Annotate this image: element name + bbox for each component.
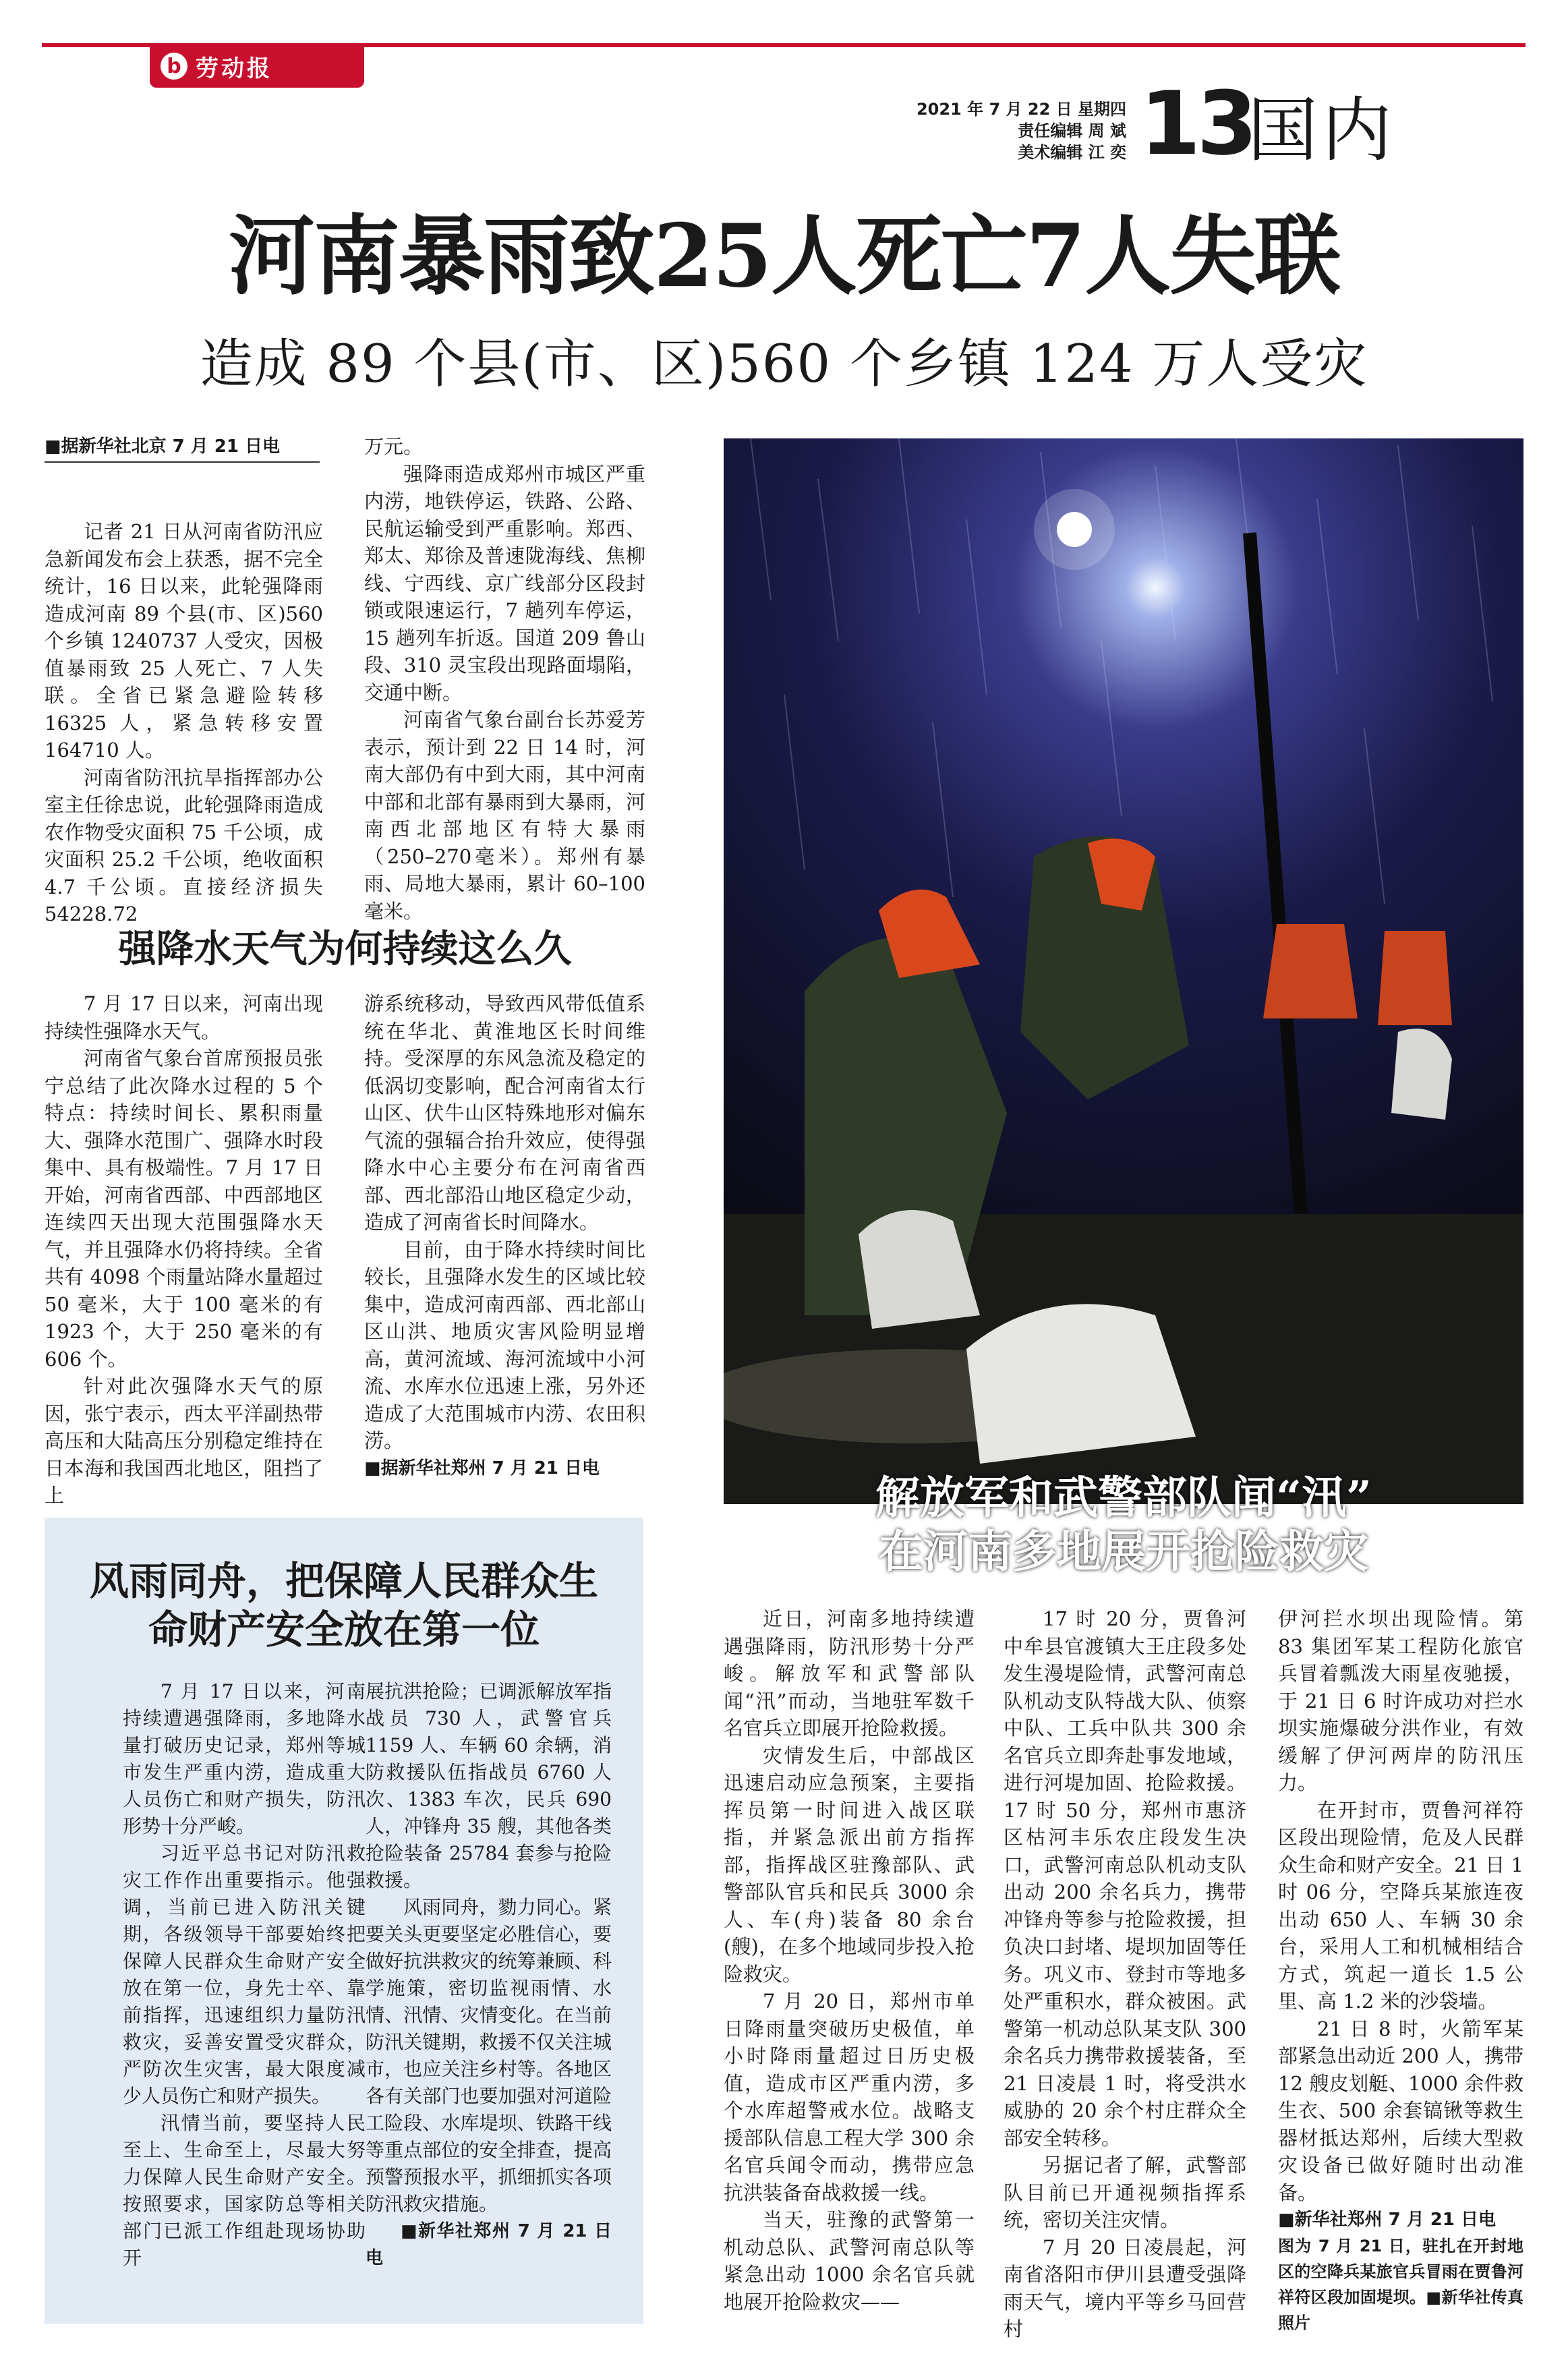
- page-subheadline: 造成 89 个县(市、区)560 个乡镇 124 万人受灾: [200, 334, 1368, 395]
- main-story-col1: [45, 518, 323, 928]
- divider: [45, 461, 320, 463]
- art-editor-credit: 美术编辑 江 奕: [1018, 143, 1126, 162]
- paragraph: 近日，河南多地持续遭遇强降雨，防汛形势十分严峻。解放军和武警部队闻“汛”而动，当地驻军数千名官兵立即展开抢险救援。: [724, 1607, 975, 1740]
- weather-byline: ■据新华社郑州 7 月 21 日电: [364, 1458, 600, 1478]
- main-story-col2: [364, 433, 645, 925]
- paragraph: 万元。: [364, 435, 424, 458]
- paragraph: 河南省气象台副台长苏爱芳表示，预计到 22 日 14 时，河南大部仍有中到大雨，其中河南中部和北部有暴雨到大暴雨，河南西北部地区有特大暴雨（250–270毫米）。郑州有暴雨、局地大暴雨，累计 60–100 毫米。: [364, 708, 645, 923]
- paragraph: 伊河拦水坝出现险情。第 83 集团军某工程防化旅官兵冒着瓢泼大雨星夜驰援，于 21 日 6 时许成功对拦水坝实施爆破分洪作业，有效缓解了伊河两岸的防汛压力。: [1278, 1607, 1523, 1794]
- paragraph: 当天，驻豫的武警第一机动总队、武警河南总队等紧急出动 1000 余名官兵就地展开抢险救灾——: [724, 2208, 975, 2314]
- paragraph: 目前，由于降水持续时间比较长，且强降水发生的区域比较集中，造成河南西部、西北部山区山洪、地质灾害风险明显增高，黄河流域、海河流域中小河流、水库水位迅速上涨，另外还造成了大范围城市内涝、农田积涝。: [364, 1238, 645, 1452]
- section-title: 国内: [1248, 89, 1397, 171]
- rescue-title-line1: 解放军和武警部队闻“汛”: [875, 1471, 1372, 1524]
- weather-story-title: 强降水天气为何持续这么久: [118, 927, 572, 971]
- paragraph: 17 时 20 分，贾鲁河中牟县官渡镇大王庄段多处发生漫堤险情，武警河南总队机动支队特战大队、侦察中队、工兵中队共 300 余名官兵立即奔赴事发地域，进行河堤加固、抢险救援。17 时 50 分，郑州市惠济区枯河丰乐农庄段发生决口，武警河南总队机动支队出动 200 余名兵力，携带冲锋舟等参与抢险救援，担负决口封堵、堤坝加固等任务。巩义市、登封市等地多处严重积水，群众被困。武警第一机动总队某支队 300 余名兵力携带救援装备，至 21 日凌晨 1 时，将受洪水威胁的 20 余个村庄群众全部安全转移。: [1004, 1607, 1246, 2150]
- paragraph: 21 日 8 时，火箭军某部紧急出动近 200 人，携带 12 艘皮划艇、1000 余件救生衣、500 余套镐锹等救生器材抵达郑州，后续大型救灾设备已做好随时出动准备。: [1278, 2017, 1523, 2204]
- commentary-col1: [123, 1678, 366, 2272]
- rescue-title-line2: 在河南多地展开抢险救灾: [879, 1525, 1368, 1578]
- rescue-photo[interactable]: [724, 438, 1523, 1504]
- paragraph: 风雨同舟，勠力同心。紧要关头更要坚定必胜信心，要做好抗洪救灾的统筹兼顾、科学施策，密切监视雨情、水情、汛情、灾情变化。在当前防汛关键期，救援不仅关注城市，也应关注乡村等。各地区各有关部门也要加强对河道险工险段、水库堤坝、铁路干线等重点部位的安全排查，提高预警预报水平，抓细抓实各项防汛救灾措施。: [366, 1896, 612, 2215]
- paragraph: 游系统移动，导致西风带低值系统在华北、黄淮地区长时间维持。受深厚的东风急流及稳定的低涡切变影响，配合河南省太行山区、伏牛山区特殊地形对偏东气流的强辐合抬升效应，使得强降水中心主要分布在河南省西部、西北部沿山地区稳定少动，造成了河南省长时间降水。: [364, 992, 645, 1234]
- page-number: 13: [1140, 72, 1254, 175]
- issue-date: 2021 年 7 月 22 日 星期四: [916, 100, 1126, 119]
- paragraph: 7 月 20 日凌晨起，河南省洛阳市伊川县遭受强降雨天气，境内平等乡马回营村: [1004, 2235, 1246, 2340]
- paragraph: 在开封市，贾鲁河祥符区段出现险情，危及人民群众生命和财产安全。21 日 1 时 06 分，空降兵某旅连夜出动 650 人、车辆 30 余台，采用人工和机械相结合方式，筑起一道长 1.5 公里、高 1.2 米的沙袋墙。: [1278, 1798, 1523, 2013]
- paragraph: 记者 21 日从河南省防汛应急新闻发布会上获悉，据不完全统计，16 日以来，此轮强降雨造成河南 89 个县(市、区)560 个乡镇 1240737 人受灾，因极值暴雨致 25 人死亡、7 人失联。全省已紧急避险转移 16325 人，紧急转移安置 164710 人。: [45, 520, 323, 762]
- commentary-byline: ■新华社郑州 7 月 21 日电: [366, 2221, 612, 2268]
- rescue-photo-illustration: [724, 438, 1523, 1504]
- editor-credit: 责任编辑 周 斌: [1018, 121, 1126, 140]
- rescue-photo-title: [724, 1470, 1523, 1578]
- paragraph: 习近平总书记对防汛救灾工作作出重要指示。他强调，当前已进入防汛关键期，各级领导干部要始终把保障人民群众生命财产安全放在第一位，身先士卒、靠前指挥，迅速组织力量防汛救灾，妥善安置受灾群众，严防次生灾害，最大限度减少人员伤亡和财产损失。: [123, 1842, 366, 2107]
- rescue-story-col1: [724, 1605, 975, 2316]
- commentary-title: [45, 1557, 643, 1654]
- commentary-title-line2: 命财产安全放在第一位: [148, 1607, 540, 1653]
- paragraph: 强降雨造成郑州市城区严重内涝，地铁停运，铁路、公路、民航运输受到严重影响。郑西、郑太、郑徐及普速陇海线、焦柳线、宁西线、京广线部分区段封锁或限速运行，7 趟列车停运，15 趟列车折返。国道 209 鲁山段、310 灵宝段出现路面塌陷，交通中断。: [364, 462, 645, 704]
- paragraph: 灾情发生后，中部战区迅速启动应急预案，主要指挥员第一时间进入战区联指，并紧急派出前方指挥部，指挥战区驻豫部队、武警部队官兵和民兵 3000 余人、车(舟)装备 80 余台(艘)，在多个地域同步投入抢险救灾。: [724, 1744, 975, 1986]
- paragraph: 汛情当前，要坚持人民至上、生命至上，尽最大努力保障人民生命财产安全。按照要求，国家防总等相关部门已派工作组赴现场协助开: [123, 2112, 366, 2269]
- weather-story-col1: [45, 990, 323, 1510]
- paragraph: 河南省防汛抗旱指挥部办公室主任徐忠说，此轮强降雨造成农作物受灾面积 75 千公顷，成灾面积 25.2 千公顷，绝收面积 4.7 千公顷。直接经济损失 54228.72: [45, 766, 323, 925]
- paragraph: 另据记者了解，武警部队目前已开通视频指挥系统，密切关注灾情。: [1004, 2154, 1246, 2231]
- paragraph: 河南省气象台首席预报员张宁总结了此次降水过程的 5 个特点：持续时间长、累积雨量大、强降水范围广、强降水时段集中、具有极端性。7 月 17 日开始，河南省西部、中西部地区连续四天出现大范围强降水天气，并且强降水仍将持续。全省共有 4098 个雨量站降水量超过 50 毫米，大于 100 毫米的有 1923 个，大于 250 毫米的有 606 个。: [45, 1047, 323, 1371]
- paragraph: 针对此次强降水天气的原因，张宁表示，西太平洋副热带高压和大陆高压分别稳定维持在日本海和我国西北地区，阻挡了上: [45, 1375, 323, 1507]
- rescue-story-col2: [1004, 1605, 1246, 2343]
- paragraph: 7 月 17 日以来，河南出现持续性强降水天气。: [45, 992, 323, 1043]
- commentary-box: [45, 1518, 643, 2324]
- paragraph: 展抗洪抢险；已调派解放军指战员 730 人，武警官兵 1159 人、车辆 60 余辆，消防救援队伍指战员 6760 人次、1383 车次，民兵 690 人，冲锋舟 35 艘，其他各类抢险装备 25784 套参与抢险救援。: [366, 1680, 612, 1891]
- commentary-col2: [366, 1678, 612, 2272]
- rescue-byline: ■新华社郑州 7 月 21 日电: [1278, 2210, 1497, 2230]
- logo-text: 劳动报: [196, 55, 272, 82]
- photo-caption: 图为 7 月 21 日，驻扎在开封地区的空降兵某旅官兵冒雨在贾鲁河祥符区段加固堤坝。■新华社传真照片: [1278, 2237, 1523, 2332]
- paragraph: 7 月 20 日，郑州市单日降雨量突破历史极值，单小时降雨量超过日历史极值，造成市区严重内涝，多个水库超警戒水位。战略支援部队信息工程大学 300 余名官兵闻令而动，携带应急抗洪装备奋战救援一线。: [724, 1990, 975, 2204]
- newspaper-logo[interactable]: [150, 45, 364, 88]
- commentary-title-line1: 风雨同舟，把保障人民群众生: [89, 1558, 598, 1604]
- rescue-story-col3: [1278, 1605, 1523, 2336]
- main-byline: ■据新华社北京 7 月 21 日电: [45, 436, 281, 457]
- logo-icon: b: [161, 53, 187, 80]
- page-headline: 河南暴雨致25人死亡7人失联: [228, 206, 1340, 307]
- issue-info: [883, 98, 1126, 163]
- paragraph: 7 月 17 日以来，河南持续遭遇强降雨，多地降水量打破历史记录，郑州等城市发生严重内涝，造成重大人员伤亡和财产损失，防汛形势十分严峻。: [123, 1680, 366, 1837]
- weather-story-col2: [364, 990, 645, 1482]
